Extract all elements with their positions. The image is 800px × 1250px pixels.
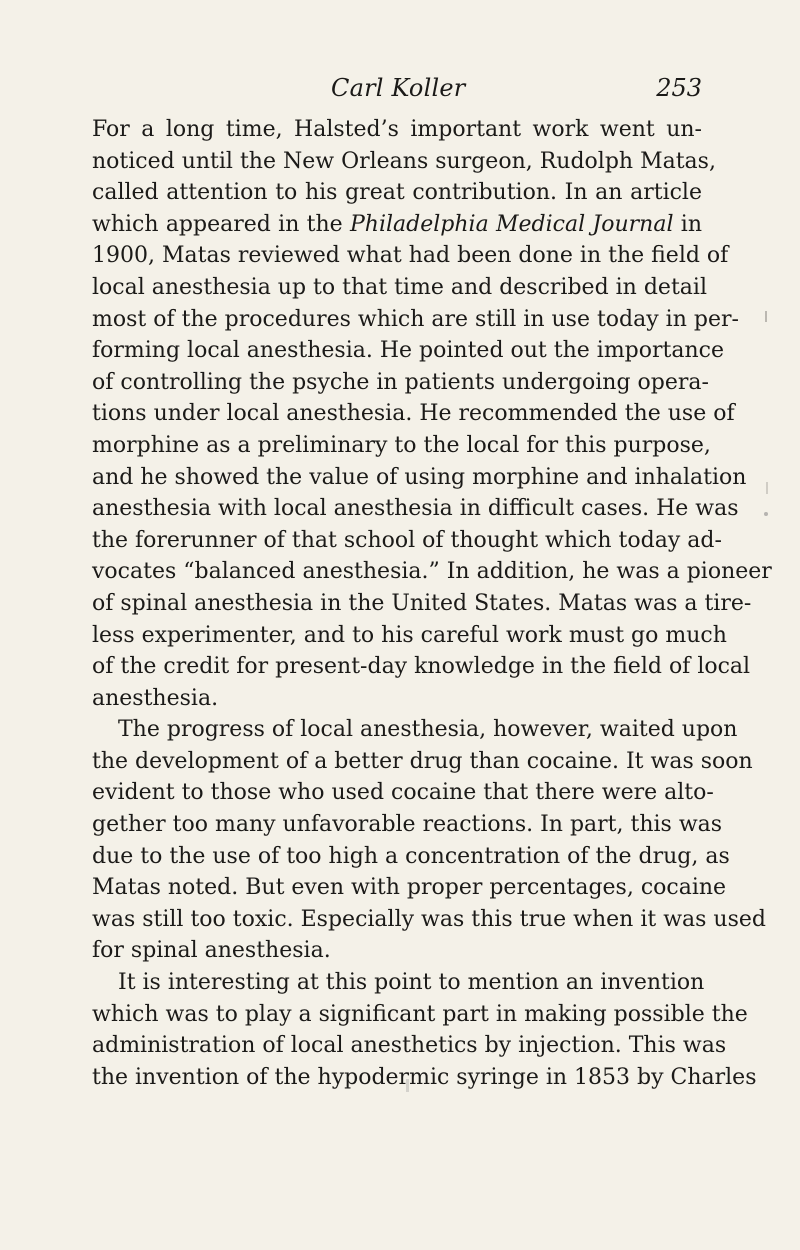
text-line: called attention to his great contribution. In an article (92, 180, 702, 206)
text-line: Matas noted. But even with proper percentages, cocaine (92, 875, 727, 901)
paragraph-last-line: anesthesia. (92, 685, 219, 711)
text-line: less experimenter, and to his careful work must go much (92, 622, 727, 648)
text-line: which was to play a significant part in making possible the (92, 1001, 748, 1027)
running-title: Carl Koller (331, 74, 466, 102)
text-line: the forerunner of that school of thought which today ad- (92, 527, 722, 553)
margin-mark (764, 512, 768, 516)
text-line: local anesthesia up to that time and described in detail (92, 274, 707, 300)
text-line: and he showed the value of using morphine and inhalation (92, 464, 747, 490)
text-line: administration of local anesthetics by injection. This was (92, 1033, 727, 1059)
text-line: anesthesia with local anesthesia in difficult cases. He was (92, 496, 739, 522)
page-number: 253 (656, 74, 702, 102)
paragraph-last-line: for spinal anesthesia. (92, 938, 331, 964)
running-head (92, 74, 702, 110)
text-line: of spinal anesthesia in the United States. Matas was a tire- (92, 590, 752, 616)
text-line: gether too many unfavorable reactions. In part, this was (92, 812, 723, 838)
paragraph-first-line: The progress of local anesthesia, however, waited upon (118, 717, 738, 743)
text-line (92, 209, 702, 241)
text-line: tions under local anesthesia. He recommended the use of (92, 401, 735, 427)
text-line: evident to those who used cocaine that there were alto- (92, 780, 714, 806)
text-line: morphine as a preliminary to the local for this purpose, (92, 432, 711, 458)
text-line: was still too toxic. Especially was this true when it was used (92, 906, 766, 932)
text-line: vocates “balanced anesthesia.” In addition, he was a pioneer (92, 559, 772, 585)
text-line: of the credit for present-day knowledge in the field of local (92, 654, 751, 680)
paper-mark (406, 1079, 409, 1092)
text-line: the development of a better drug than cocaine. It was soon (92, 748, 753, 774)
text-fragment: in (673, 211, 702, 237)
text-line: noticed until the New Orleans surgeon, Rudolph Matas, (92, 148, 716, 174)
text-line: For a long time, Halsted’s important work went un- (92, 117, 702, 142)
journal-title: Philadelphia Medical Journal (349, 211, 674, 237)
text-line: 1900, Matas reviewed what had been done in the field of (92, 243, 729, 269)
margin-mark (766, 482, 768, 494)
text-fragment: which appeared in the (92, 211, 350, 237)
text-line: forming local anesthesia. He pointed out the importance (92, 338, 724, 364)
margin-mark (765, 311, 767, 322)
text-line: due to the use of too high a concentration of the drug, as (92, 843, 730, 869)
text-line: the invention of the hypodermic syringe in 1853 by Charles (92, 1064, 757, 1090)
body-text (92, 114, 772, 1093)
text-line: most of the procedures which are still in use today in per- (92, 306, 739, 332)
paragraph-first-line: It is interesting at this point to mention an invention (118, 970, 705, 996)
text-line: of controlling the psyche in patients undergoing opera- (92, 369, 709, 395)
